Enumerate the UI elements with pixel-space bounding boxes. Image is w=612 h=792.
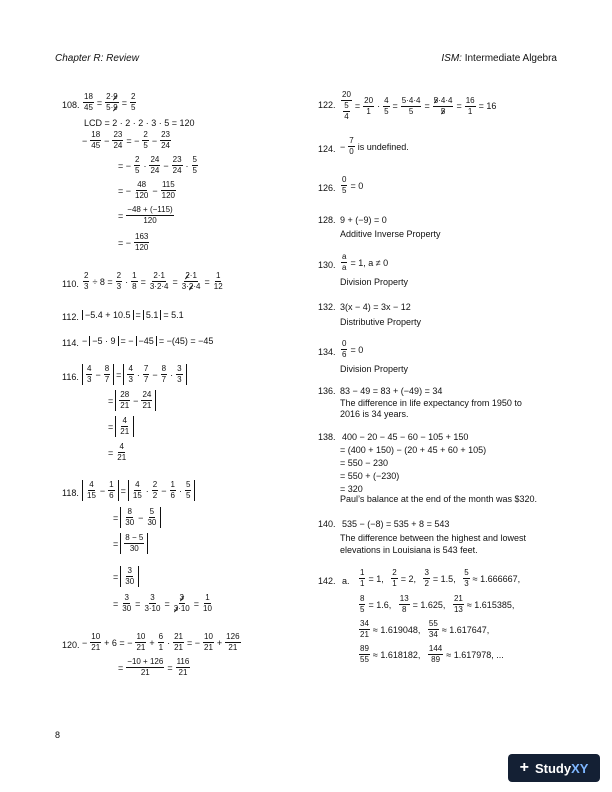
problem-118-line-2: = $\frac{8}{30}$ − $\frac{5}{30}$ bbox=[113, 507, 161, 528]
logo-xy: XY bbox=[571, 760, 589, 776]
problem-134-line: $\frac{0}{6}$ = 0 bbox=[342, 339, 364, 359]
problem-128-number: 128. bbox=[318, 215, 336, 225]
problem-114-line: − −5 · 9 = − −45 = −(45) = −45 bbox=[82, 336, 214, 346]
logo-study: Study bbox=[534, 760, 572, 776]
plus-icon: + bbox=[519, 759, 529, 776]
problem-118-number: 118. bbox=[62, 488, 79, 498]
problem-112-number: 112. bbox=[62, 312, 79, 322]
problem-134-number: 134. bbox=[318, 347, 336, 357]
problem-132-number: 132. bbox=[318, 302, 336, 312]
problem-120-line-2: = $\frac{-10 + 126}{21}$ = $\frac{116}{21}$ bbox=[118, 657, 190, 677]
problem-142-row-3: $\frac{34}{21}$ ≈ 1.619048, $\frac{55}{34}$ ≈ 1.617647, bbox=[360, 619, 490, 639]
problem-140-number: 140. bbox=[318, 519, 336, 529]
ratio-1-1: = 1, bbox=[368, 573, 384, 584]
ratio-2-1: = 2, bbox=[400, 573, 416, 584]
problem-116-number: 116. bbox=[62, 372, 79, 382]
ratio-13-8: = 1.625, bbox=[412, 599, 446, 610]
problem-116-line-1: $\frac{4}{3}$ − $\frac{8}{7}$ = $\frac{4}{3}$ · $\frac{7}{7}$ − $\frac{8}{7}$ · $\frac{3}{3}$ bbox=[82, 364, 187, 385]
ratio-21-13: ≈ 1.615385, bbox=[466, 599, 515, 610]
problem-128-expr: 9 + (−9) = 0 bbox=[340, 215, 387, 225]
problem-130-expr: = 1, a ≠ 0 bbox=[350, 257, 389, 268]
problem-118-line-1: $\frac{4}{15}$ − $\frac{1}{6}$ = $\frac{4}{15}$ · $\frac{2}{2}$ − $\frac{1}{6}$ · $\frac{5}{5}$ bbox=[82, 480, 195, 501]
problem-138-line-1: 400 − 20 − 45 − 60 − 105 + 150 bbox=[342, 432, 469, 442]
problem-112-line: −5.4 + 10.5 = 5.1 = 5.1 bbox=[82, 310, 184, 320]
problem-136-number: 136. bbox=[318, 386, 336, 396]
problem-122-line: $\frac{20}{\frac{5}{4}}$ = $\frac{20}{1}$ · $\frac{4}{5}$ = $\frac{5\cdot 4\cdot 4}{5}$ = $\frac{5\cdot 4\cdot 4}{5}$ = $\frac{16}{1}$ = 16 bbox=[342, 90, 497, 121]
problem-142-number: 142. bbox=[318, 576, 336, 586]
ism-title: Intermediate Algebra bbox=[461, 53, 557, 64]
problem-132-expr: 3(x − 4) = 3x − 12 bbox=[340, 302, 411, 312]
ratio-89-55: ≈ 1.618182, bbox=[372, 649, 421, 660]
problem-120-line-1: − $\frac{10}{21}$ + 6 = − $\frac{10}{21}$ + $\frac{6}{1}$ · $\frac{21}{21}$ = − $\frac{10}{21}$ + $\frac{126}{21}$ bbox=[82, 632, 240, 652]
problem-118-line-3: = $\frac{8 - 5}{30}$ bbox=[113, 533, 148, 554]
problem-140-expr: 535 − (−8) = 535 + 8 = 543 bbox=[342, 519, 450, 529]
problem-108-lcd: LCD = 2 · 2 · 2 · 3 · 5 = 120 bbox=[84, 118, 195, 128]
problem-138-line-5: = 320 bbox=[340, 484, 363, 494]
problem-108-line-1: $\frac{18}{45}$ = $\frac{2\cdot 9}{5\cdot 9}$ = $\frac{2}{5}$ bbox=[84, 92, 136, 112]
problem-132-property: Distributive Property bbox=[340, 317, 422, 327]
problem-108-line-2: − $\frac{18}{45}$ − $\frac{23}{24}$ = − $\frac{2}{5}$ − $\frac{23}{24}$ bbox=[82, 130, 170, 150]
problem-108-line-6: = − $\frac{163}{120}$ bbox=[118, 232, 149, 252]
problem-118-line-5: = $\frac{3}{30}$ = $\frac{3}{3\cdot 10}$ = $\frac{3}{3\cdot 10}$ = $\frac{1}{10}$ bbox=[113, 593, 212, 613]
problem-126-number: 126. bbox=[318, 183, 336, 193]
problem-142-row-1: $\frac{1}{1}$ = 1, $\frac{2}{1}$ = 2, $\frac{3}{2}$ = 1.5, $\frac{5}{3}$ ≈ 1.666667, bbox=[360, 568, 521, 588]
problem-116-line-4: = $\frac{4}{21}$ bbox=[108, 442, 127, 462]
problem-138-number: 138. bbox=[318, 432, 336, 442]
chapter-header: Chapter R: Review bbox=[55, 53, 139, 64]
problem-118-line-4: = $\frac{3}{30}$ bbox=[113, 566, 139, 587]
problem-130-property: Division Property bbox=[340, 277, 409, 287]
problem-108-line-5: = $\frac{-48 + (-115)}{120}$ bbox=[118, 205, 173, 225]
problem-126-line: $\frac{0}{5}$ = 0 bbox=[342, 175, 364, 195]
problem-130-number: 130. bbox=[318, 260, 336, 270]
problem-120-number: 120. bbox=[62, 640, 80, 650]
problem-124-line: − $\frac{7}{0}$ is undefined. bbox=[340, 136, 409, 156]
ratio-3-2: = 1.5, bbox=[432, 573, 456, 584]
ratio-144-89: ≈ 1.617978, ... bbox=[446, 649, 504, 660]
problem-108-number: 108. bbox=[62, 100, 80, 110]
problem-136-text-1: The difference in life expectancy from 1950 to bbox=[340, 398, 522, 408]
problem-122-number: 122. bbox=[318, 100, 336, 110]
problem-142-row-2: $\frac{8}{5}$ = 1.6, $\frac{13}{8}$ = 1.625, $\frac{21}{13}$ ≈ 1.615385, bbox=[360, 594, 515, 614]
problem-108-line-4: = − $\frac{48}{120}$ − $\frac{115}{120}$ bbox=[118, 180, 175, 200]
problem-138-line-3: = 550 − 230 bbox=[340, 458, 389, 468]
problem-140-text-1: The difference between the highest and lowest bbox=[340, 533, 526, 543]
problem-142-part-a: a. bbox=[342, 576, 350, 586]
problem-128-property: Additive Inverse Property bbox=[340, 229, 441, 239]
problem-138-conclusion: Paul’s balance at the end of the month was $320. bbox=[340, 494, 537, 504]
ism-prefix: ISM: bbox=[441, 53, 462, 64]
problem-136-text-2: 2016 is 34 years. bbox=[340, 409, 409, 419]
ratio-34-21: ≈ 1.619048, bbox=[372, 624, 421, 635]
ratio-5-3: ≈ 1.666667, bbox=[472, 573, 521, 584]
problem-136-expr: 83 − 49 = 83 + (−49) = 34 bbox=[340, 386, 443, 396]
problem-124-number: 124. bbox=[318, 144, 336, 154]
problem-130-line: $\frac{a}{a}$ = 1, a ≠ 0 bbox=[342, 252, 389, 272]
ratio-8-5: = 1.6, bbox=[368, 599, 392, 610]
problem-134-property: Division Property bbox=[340, 364, 409, 374]
problem-110-number: 110. bbox=[62, 279, 79, 289]
problem-116-line-3: = $\frac{4}{21}$ bbox=[108, 416, 134, 437]
problem-142-row-4: $\frac{89}{55}$ ≈ 1.618182, $\frac{144}{89}$ ≈ 1.617978, ... bbox=[360, 644, 504, 664]
problem-138-line-4: = 550 + (−230) bbox=[340, 471, 400, 481]
problem-116-line-2: = $\frac{28}{21}$ − $\frac{24}{21}$ bbox=[108, 390, 156, 411]
problem-138-line-2: = (400 + 150) − (20 + 45 + 60 + 105) bbox=[340, 445, 487, 455]
studyxy-logo bbox=[508, 754, 600, 782]
problem-114-number: 114. bbox=[62, 338, 79, 348]
problem-108-line-3: = − $\frac{2}{5}$ · $\frac{24}{24}$ − $\frac{23}{24}$ · $\frac{5}{5}$ bbox=[118, 155, 197, 175]
problem-110-line: $\frac{2}{3}$ ÷ 8 = $\frac{2}{3}$ · $\frac{1}{8}$ = $\frac{2\cdot 1}{3\cdot 2\cdot 4}$ = $\frac{2\cdot 1}{3\cdot 2\cdot 4}$ = $\frac{1}{12}$ bbox=[84, 271, 223, 291]
problem-140-text-2: elevations in Louisiana is 543 feet. bbox=[340, 545, 478, 555]
ratio-55-34: ≈ 1.617647, bbox=[441, 624, 490, 635]
book-header bbox=[441, 53, 557, 64]
page-number: 8 bbox=[55, 730, 61, 740]
problem-124-text: is undefined. bbox=[357, 141, 409, 152]
